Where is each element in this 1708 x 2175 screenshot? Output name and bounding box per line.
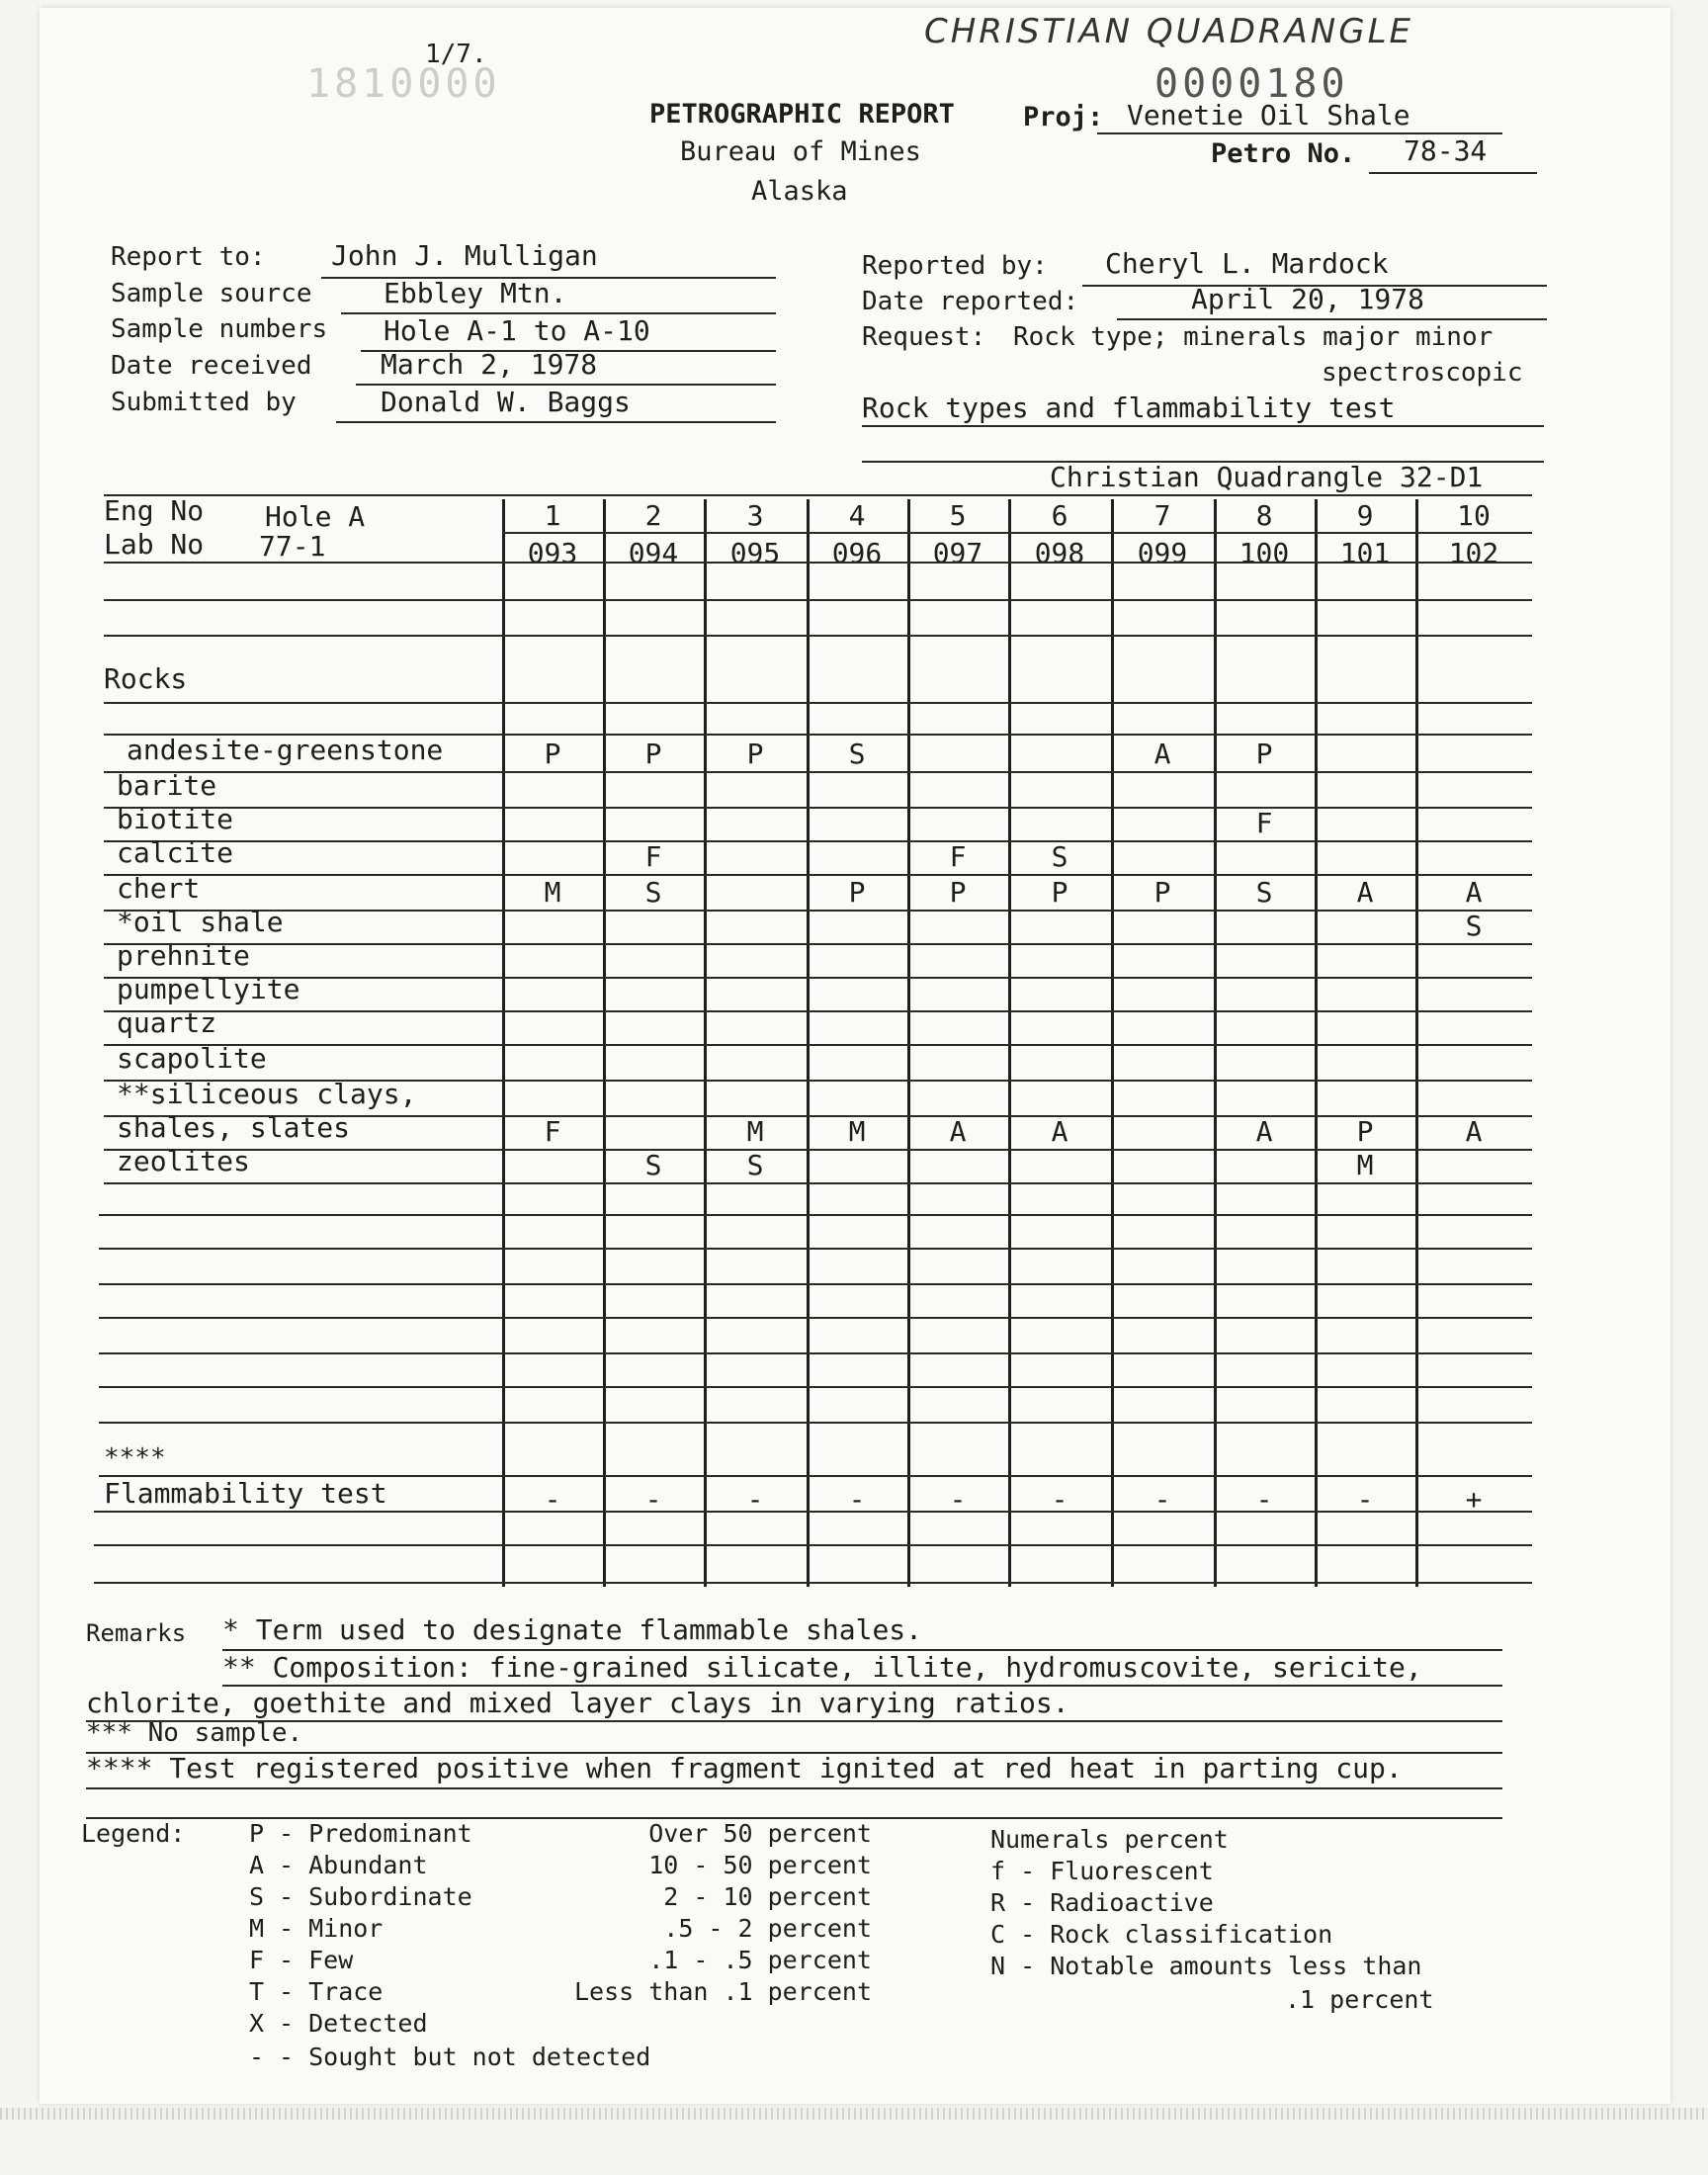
- column-divider: [704, 499, 707, 1587]
- legend-label: Legend:: [81, 1819, 186, 1848]
- info-label: Sample source: [111, 279, 312, 308]
- cell-value: P: [949, 876, 967, 909]
- cell-value: S: [644, 1149, 662, 1181]
- cell-value: P: [1255, 738, 1273, 770]
- eng-number: 1: [544, 499, 561, 532]
- cell-value: P: [1153, 876, 1171, 909]
- cell-value: F: [1255, 807, 1273, 839]
- bureau-name: Bureau of Mines: [680, 136, 921, 167]
- stars-row-label: ****: [104, 1443, 166, 1473]
- table-rule: [104, 1044, 1532, 1046]
- lab-number: 101: [1339, 537, 1391, 569]
- info-underline: [336, 421, 776, 423]
- lab-no-label: Lab No: [104, 528, 205, 561]
- table-rule: [99, 1317, 1532, 1319]
- cell-value: P: [544, 738, 561, 770]
- legend-meaning: - Sought but not detected: [279, 2043, 651, 2071]
- flammability-value: -: [746, 1483, 764, 1516]
- cell-value: A: [1153, 738, 1171, 770]
- petro-value: 78-34: [1404, 134, 1488, 167]
- stamp-number: 0000180: [1154, 61, 1349, 107]
- cell-value: M: [848, 1115, 866, 1148]
- cell-value: P: [1051, 876, 1068, 909]
- lab-number: 094: [628, 537, 679, 569]
- cell-value: F: [949, 840, 967, 873]
- cell-value: S: [1255, 876, 1273, 909]
- cell-value: M: [1356, 1149, 1374, 1181]
- info-label: Submitted by: [111, 388, 297, 417]
- legend-meaning: - Predominant: [279, 1819, 472, 1848]
- mineral-name: **siliceous clays,: [117, 1078, 417, 1110]
- table-rule: [104, 977, 1532, 979]
- cell-value: A: [1465, 1115, 1483, 1148]
- table-rule: [104, 840, 1532, 842]
- table-rule: [99, 1352, 1532, 1354]
- cell-value: S: [644, 876, 662, 909]
- info-value: Hole A-1 to A-10: [384, 314, 650, 347]
- legend-code: P: [249, 1819, 265, 1848]
- remarks-label: Remarks: [86, 1619, 187, 1647]
- legend-meaning: - Minor: [279, 1914, 384, 1943]
- cell-value: A: [1356, 876, 1374, 909]
- eng-number: 7: [1153, 499, 1171, 532]
- reported-by-label: Reported by:: [862, 251, 1048, 281]
- petro-underline: [1369, 172, 1537, 174]
- legend-range: Less than .1 percent: [573, 1977, 872, 2006]
- rocks-heading: Rocks: [104, 662, 188, 695]
- mineral-name: barite: [117, 769, 217, 802]
- cell-value: A: [1465, 876, 1483, 909]
- cell-value: F: [644, 840, 662, 873]
- legend-range: 10 - 50 percent: [648, 1851, 872, 1879]
- table-rule: [99, 1422, 1532, 1424]
- flammability-value: -: [644, 1483, 662, 1516]
- flammability-value: -: [1356, 1483, 1374, 1516]
- eng-number: 4: [848, 499, 866, 532]
- proj-label: Proj:: [1023, 102, 1104, 132]
- lab-prefix: 77-1: [259, 530, 326, 563]
- mineral-name: shales, slates: [117, 1111, 351, 1144]
- info-label: Date received: [111, 351, 312, 381]
- legend-right-item: f - Fluorescent: [990, 1857, 1214, 1885]
- table-rule: [104, 1010, 1532, 1012]
- remarks-underline-5: [86, 1787, 1502, 1789]
- legend-meaning: - Detected: [279, 2009, 428, 2038]
- legend-code: X: [249, 2009, 265, 2038]
- legend-code: S: [249, 1882, 265, 1911]
- info-value: John J. Mulligan: [331, 239, 598, 272]
- lab-number: 096: [831, 537, 883, 569]
- mineral-name: biotite: [117, 803, 234, 835]
- table-rule: [104, 635, 1532, 637]
- eng-number: 6: [1051, 499, 1068, 532]
- table-rule: [104, 874, 1532, 876]
- date-reported-underline: [1117, 318, 1547, 320]
- table-rule: [99, 1248, 1532, 1250]
- request-label: Request:: [862, 322, 986, 352]
- lab-number: 095: [729, 537, 781, 569]
- table-top-rule: [104, 494, 1532, 496]
- eng-number: 10: [1457, 499, 1491, 532]
- cell-value: M: [746, 1115, 764, 1148]
- cell-value: S: [1465, 910, 1483, 942]
- legend-code: F: [249, 1946, 265, 1974]
- legend-code: A: [249, 1851, 265, 1879]
- remarks-line-5: **** Test registered positive when fragment ignited at red heat in parting cup.: [86, 1752, 1403, 1784]
- eng-no-label: Eng No: [104, 494, 205, 527]
- lab-number: 097: [932, 537, 983, 569]
- lab-number: 098: [1034, 537, 1085, 569]
- cell-value: M: [544, 876, 561, 909]
- flammability-value: -: [949, 1483, 967, 1516]
- legend-right-item: .1 percent: [1285, 1985, 1434, 2014]
- remarks-line-3: chlorite, goethite and mixed layer clays in varying ratios.: [86, 1687, 1069, 1719]
- legend-code: T: [249, 1977, 265, 2006]
- table-rule: [99, 1386, 1532, 1388]
- state-name: Alaska: [751, 176, 848, 207]
- eng-number: 8: [1255, 499, 1273, 532]
- column-divider: [1315, 499, 1318, 1587]
- cell-value: S: [1051, 840, 1068, 873]
- legend-range: Over 50 percent: [648, 1819, 872, 1848]
- remarks-line-4: *** No sample.: [86, 1718, 303, 1748]
- mineral-name: calcite: [117, 836, 234, 869]
- header-rule-2: [104, 562, 1532, 564]
- petro-label: Petro No.: [1211, 138, 1356, 169]
- legend-meaning: - Few: [279, 1946, 354, 1974]
- mineral-name: scapolite: [117, 1042, 267, 1075]
- flammability-label: Flammability test: [104, 1477, 387, 1510]
- info-label: Sample numbers: [111, 314, 328, 344]
- column-divider: [907, 499, 910, 1587]
- legend-meaning: - Trace: [279, 1977, 384, 2006]
- flammability-value: -: [1255, 1483, 1273, 1516]
- quadrangle-label: Christian Quadrangle 32-D1: [1050, 461, 1484, 493]
- ghost-number: 1810000: [306, 61, 501, 107]
- mineral-name: *oil shale: [117, 906, 284, 938]
- table-rule: [104, 702, 1532, 704]
- table-rule: [104, 771, 1532, 773]
- info-value: Donald W. Baggs: [381, 386, 631, 418]
- lab-number: 099: [1137, 537, 1188, 569]
- table-rule: [104, 1182, 1532, 1184]
- eng-number: 2: [644, 499, 662, 532]
- table-rule: [94, 1511, 1532, 1513]
- legend-range: 2 - 10 percent: [663, 1882, 872, 1911]
- legend-code: -: [249, 2043, 265, 2071]
- cell-value: S: [848, 738, 866, 770]
- info-value: March 2, 1978: [381, 348, 598, 381]
- legend-meaning: - Subordinate: [279, 1882, 472, 1911]
- column-divider: [1111, 499, 1114, 1587]
- cell-value: P: [644, 738, 662, 770]
- legend-right-item: Numerals percent: [990, 1825, 1229, 1854]
- legend-right-item: R - Radioactive: [990, 1888, 1214, 1917]
- eng-number: 5: [949, 499, 967, 532]
- table-rule: [104, 807, 1532, 809]
- table-rule: [104, 910, 1532, 912]
- cell-value: A: [1051, 1115, 1068, 1148]
- date-reported-value: April 20, 1978: [1191, 283, 1425, 315]
- reported-by-value: Cheryl L. Mardock: [1105, 247, 1389, 280]
- mineral-name: andesite-greenstone: [127, 734, 444, 766]
- request-line-3: Rock types and flammability test: [862, 392, 1396, 424]
- flammability-value: -: [1051, 1483, 1068, 1516]
- page-mark: 1/7.: [425, 40, 487, 69]
- lab-number: 102: [1448, 537, 1499, 569]
- flammability-value: +: [1465, 1483, 1483, 1516]
- info-value: Ebbley Mtn.: [384, 277, 567, 309]
- proj-value: Venetie Oil Shale: [1127, 99, 1410, 131]
- table-rule: [94, 1582, 1532, 1584]
- table-rule: [104, 943, 1532, 945]
- eng-number: 9: [1356, 499, 1374, 532]
- flammability-value: -: [544, 1483, 561, 1516]
- cell-value: F: [544, 1115, 561, 1148]
- table-rule: [104, 599, 1532, 601]
- mineral-name: pumpellyite: [117, 973, 300, 1005]
- flammability-value: -: [848, 1483, 866, 1516]
- cell-value: P: [1356, 1115, 1374, 1148]
- column-divider: [1415, 499, 1418, 1587]
- table-rule: [94, 1544, 1532, 1546]
- remarks-line-2: ** Composition: fine-grained silicate, illite, hydromuscovite, sericite,: [222, 1651, 1422, 1684]
- column-divider: [603, 499, 606, 1587]
- eng-number: 3: [746, 499, 764, 532]
- column-divider: [1008, 499, 1011, 1587]
- table-rule: [99, 1214, 1532, 1216]
- cell-value: P: [746, 738, 764, 770]
- mineral-name: quartz: [117, 1006, 217, 1039]
- report-title: PETROGRAPHIC REPORT: [649, 99, 955, 130]
- scan-edge: [0, 2108, 1708, 2120]
- cell-value: S: [746, 1149, 764, 1181]
- column-divider: [502, 499, 505, 1587]
- legend-meaning: - Abundant: [279, 1851, 428, 1879]
- legend-right-item: C - Rock classification: [990, 1920, 1333, 1949]
- request-value: Rock type; minerals major minor: [1013, 322, 1494, 352]
- legend-range: .1 - .5 percent: [648, 1946, 872, 1974]
- remarks-line-1: * Term used to designate flammable shales.: [222, 1613, 923, 1646]
- legend-range: .5 - 2 percent: [663, 1914, 872, 1943]
- mineral-name: chert: [117, 872, 201, 905]
- date-reported-label: Date reported:: [862, 287, 1079, 316]
- mineral-name: prehnite: [117, 939, 250, 972]
- legend-code: M: [249, 1914, 265, 1943]
- cell-value: P: [848, 876, 866, 909]
- info-label: Report to:: [111, 242, 266, 272]
- handwritten-title: CHRISTIAN QUADRANGLE: [924, 12, 1414, 51]
- lab-number: 100: [1238, 537, 1290, 569]
- lab-number: 093: [527, 537, 578, 569]
- legend-right-item: N - Notable amounts less than: [990, 1952, 1422, 1980]
- flammability-value: -: [1153, 1483, 1171, 1516]
- header-rule: [502, 532, 1532, 534]
- column-divider: [807, 499, 810, 1587]
- hole-label: Hole A: [265, 500, 366, 533]
- cell-value: A: [949, 1115, 967, 1148]
- request-underline-3: [862, 425, 1544, 427]
- table-rule: [104, 1149, 1532, 1151]
- column-divider: [1214, 499, 1217, 1587]
- table-rule: [99, 1283, 1532, 1285]
- cell-value: A: [1255, 1115, 1273, 1148]
- request-value-2: spectroscopic: [1322, 358, 1523, 388]
- mineral-name: zeolites: [117, 1145, 250, 1177]
